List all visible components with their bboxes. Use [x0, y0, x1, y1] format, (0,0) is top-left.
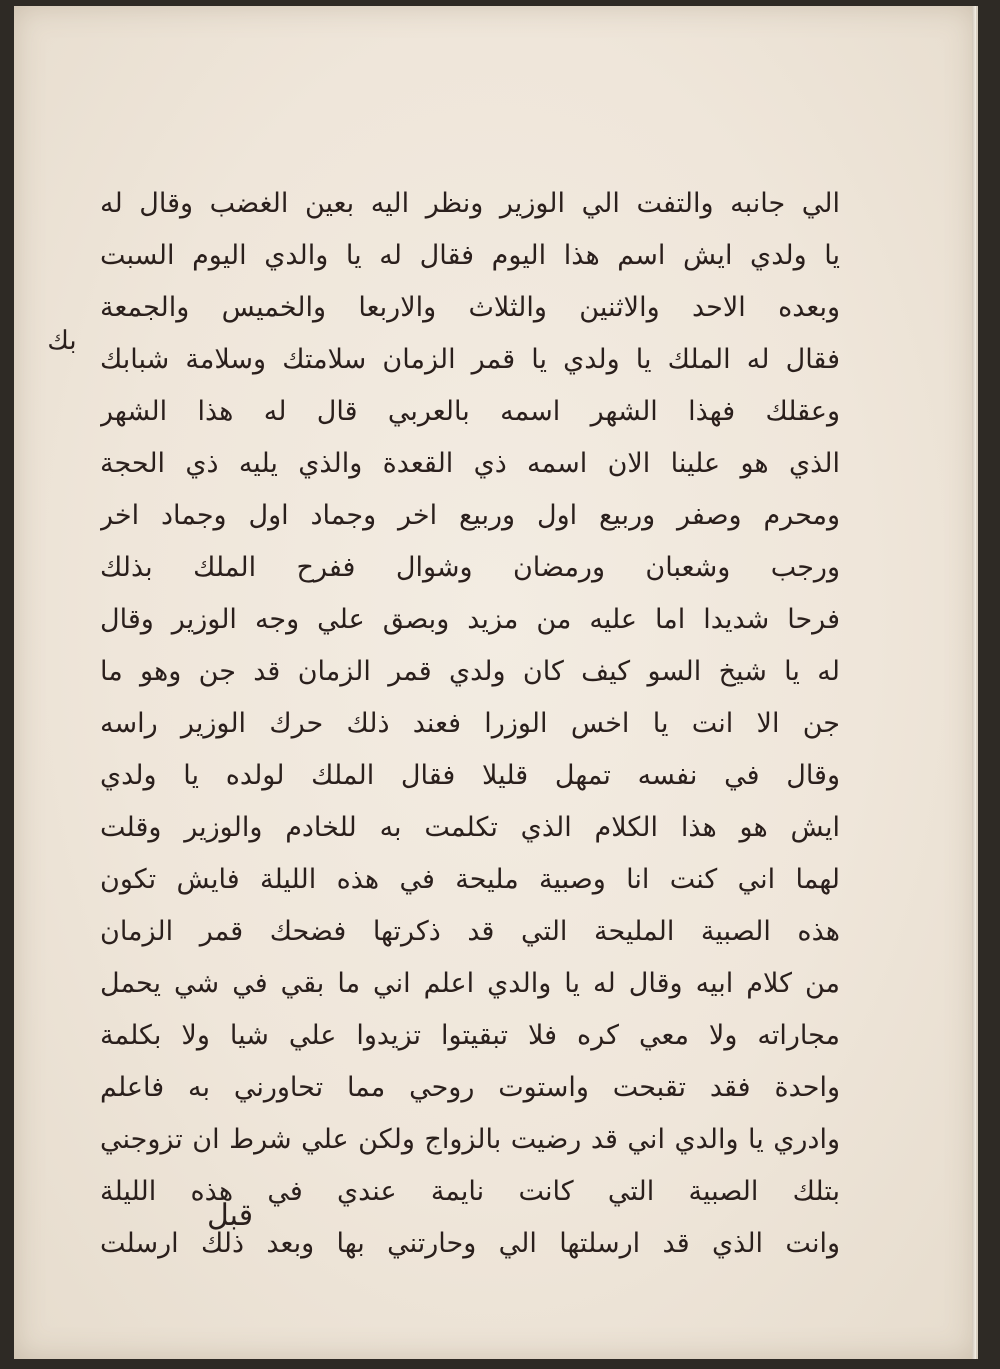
manuscript-text-block — [100, 178, 840, 1270]
text-line: هذه الصبية المليحة التي قد ذكرتها فضحك قمر الزمان — [100, 916, 840, 947]
text-line: ايش هو هذا الكلام الذي تكلمت به للخادم والوزير وقلت — [100, 812, 840, 843]
text-line: الي جانبه والتفت الي الوزير ونظر اليه بعين الغضب وقال له — [100, 188, 840, 219]
text-line: بتلك الصبية التي كانت نايمة عندي في هذه الليلة — [100, 1176, 840, 1207]
text-line: وبعده الاحد والاثنين والثلاث والاربعا والخميس والجمعة — [100, 292, 840, 323]
catchword: قبل — [206, 1198, 254, 1233]
text-line: الذي هو علينا الان اسمه ذي القعدة والذي يليه ذي الحجة — [100, 448, 840, 479]
text-line: وعقلك فهذا الشهر اسمه بالعربي قال له هذا الشهر — [100, 396, 840, 427]
text-line: مجاراته ولا معي كره فلا تبقيتوا تزيدوا علي شيا ولا بكلمة — [100, 1020, 840, 1051]
text-line: له يا شيخ السو كيف كان ولدي قمر الزمان قد جن وهو ما — [100, 656, 840, 687]
text-line: من كلام ابيه وقال له يا والدي اعلم اني ما بقي في شي يحمل — [100, 968, 840, 999]
text-line: ورجب وشعبان ورمضان وشوال ففرح الملك بذلك — [100, 552, 840, 583]
text-line: فرحا شديدا اما عليه من مزيد وبصق علي وجه الوزير وقال — [100, 604, 840, 635]
text-line: فقال له الملك يا ولدي يا قمر الزمان سلامتك وسلامة شبابك — [100, 344, 840, 375]
text-line: يا ولدي ايش اسم هذا اليوم فقال له يا والدي اليوم السبت — [100, 240, 840, 271]
page-edge — [972, 6, 976, 1359]
text-line: ومحرم وصفر وربيع اول وربيع اخر وجماد اول وجماد اخر — [100, 500, 840, 531]
margin-note: بك — [47, 326, 77, 356]
text-line: جن الا انت يا اخس الوزرا فعند ذلك حرك الوزير راسه — [100, 708, 840, 739]
text-line: وقال في نفسه تمهل قليلا فقال الملك لولده يا ولدي — [100, 760, 840, 791]
text-line: واحدة فقد تقبحت واستوت روحي مما تحاورني به فاعلم — [100, 1072, 840, 1103]
text-line: لهما اني كنت انا وصبية مليحة في هذه الليلة فايش تكون — [100, 864, 840, 895]
text-line: وادري يا والدي اني قد رضيت بالزواج ولكن علي شرط ان تزوجني — [100, 1124, 840, 1155]
text-line: وانت الذي قد ارسلتها الي وحارتني بها وبعد ذلك ارسلت — [100, 1228, 840, 1259]
